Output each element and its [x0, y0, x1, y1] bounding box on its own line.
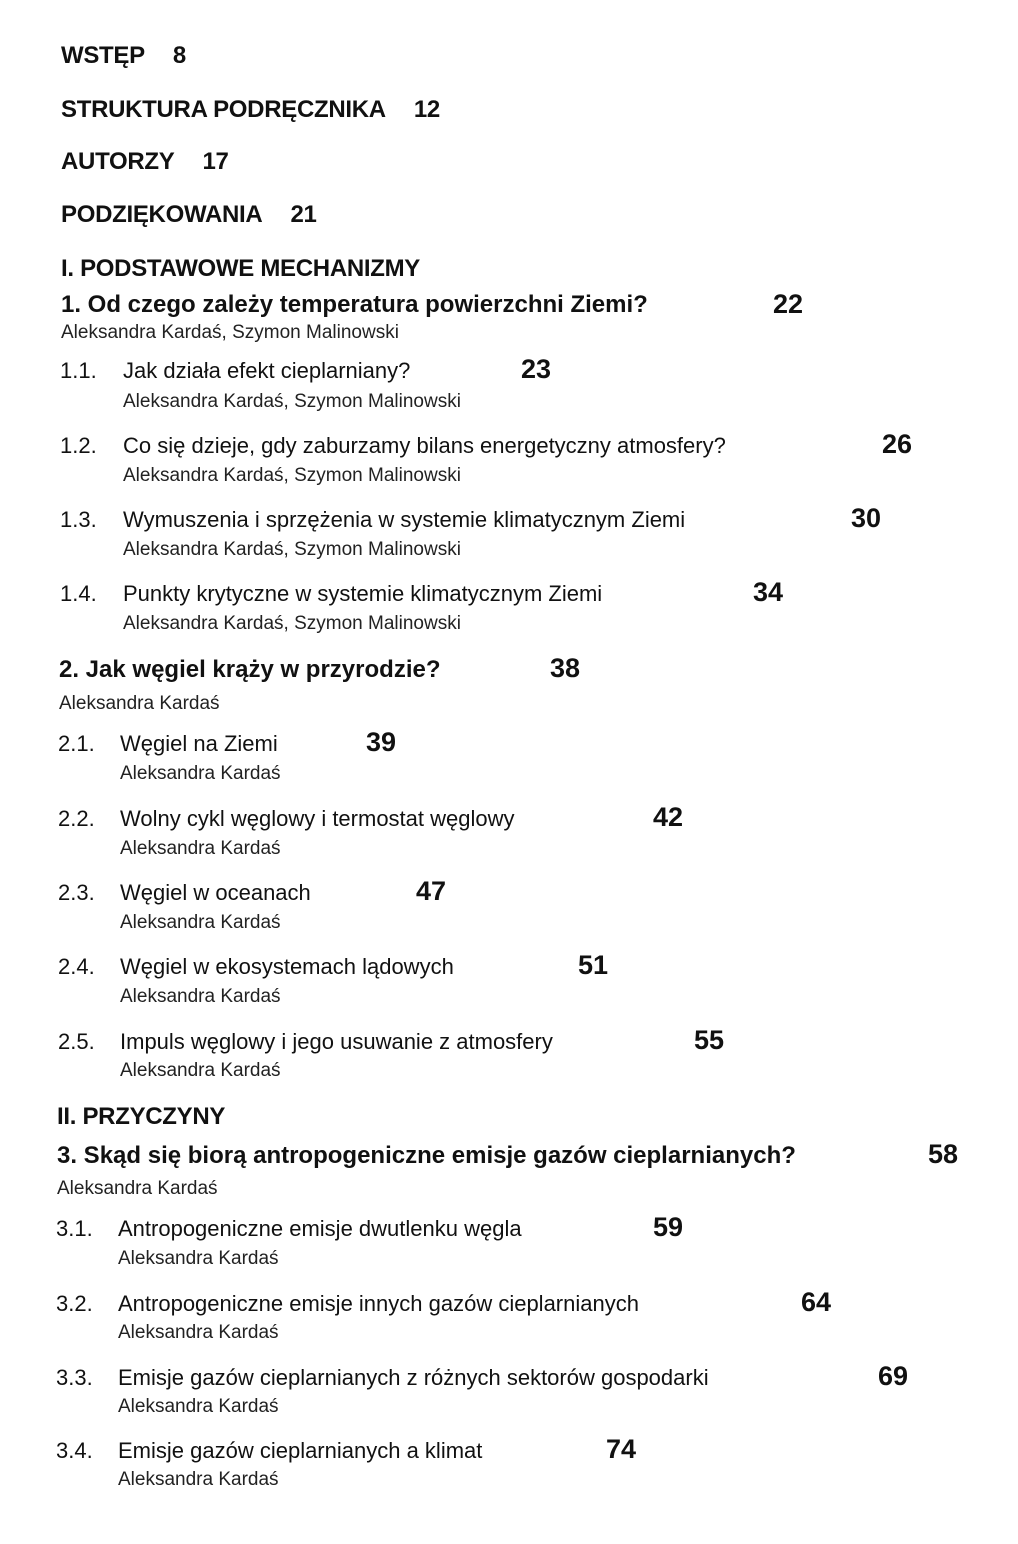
entry-title: AUTORZY — [61, 148, 175, 175]
chapter-page: 58 — [928, 1139, 959, 1169]
section-authors: Aleksandra Kardaś — [120, 912, 281, 933]
section-page: 59 — [653, 1212, 684, 1242]
section-authors: Aleksandra Kardaś — [120, 763, 281, 784]
chapter-page: 22 — [773, 289, 804, 319]
section-authors: Aleksandra Kardaś, Szymon Malinowski — [123, 539, 461, 560]
section-page: 30 — [851, 503, 882, 533]
section-page: 64 — [801, 1287, 832, 1317]
section-title: Emisje gazów cieplarnianych a klimat — [118, 1438, 483, 1463]
chapter-title: 3. Skąd się biorą antropogeniczne emisje gazów cieplarnianych? — [57, 1142, 796, 1169]
section-number: 1.4. — [60, 581, 97, 606]
chapter-authors: Aleksandra Kardaś, Szymon Malinowski — [61, 322, 399, 343]
part-heading: II. PRZYCZYNY — [57, 1103, 226, 1130]
section-authors: Aleksandra Kardaś, Szymon Malinowski — [123, 613, 461, 634]
entry-page: 17 — [202, 148, 229, 175]
section-title: Antropogeniczne emisje dwutlenku węgla — [118, 1216, 522, 1241]
toc-front-entry — [61, 201, 317, 229]
toc-front-entry — [61, 42, 186, 70]
chapter-page: 38 — [550, 653, 581, 683]
section-page: 26 — [882, 429, 913, 459]
entry-title: STRUKTURA PODRĘCZNIKA — [61, 96, 386, 123]
section-number: 1.2. — [60, 433, 97, 458]
part-heading: I. PODSTAWOWE MECHANIZMY — [61, 255, 421, 282]
section-number: 3.2. — [56, 1291, 93, 1316]
entry-page: 8 — [172, 42, 186, 69]
section-title: Wolny cykl węglowy i termostat węglowy — [120, 806, 515, 831]
section-title: Węgiel w ekosystemach lądowych — [120, 954, 454, 979]
section-authors: Aleksandra Kardaś — [120, 838, 281, 859]
section-authors: Aleksandra Kardaś — [118, 1469, 279, 1490]
section-page: 74 — [606, 1434, 637, 1464]
section-title: Co się dzieje, gdy zaburzamy bilans energetyczny atmosfery? — [123, 433, 726, 458]
section-title: Wymuszenia i sprzężenia w systemie klimatycznym Ziemi — [123, 507, 686, 532]
entry-title: WSTĘP — [61, 42, 145, 69]
toc-front-entry — [61, 96, 440, 124]
entry-title: PODZIĘKOWANIA — [61, 201, 263, 228]
section-title: Emisje gazów cieplarnianych z różnych sektorów gospodarki — [118, 1365, 709, 1390]
section-page: 23 — [521, 354, 552, 384]
section-number: 1.1. — [60, 358, 97, 383]
chapter-title: 2. Jak węgiel krąży w przyrodzie? — [59, 656, 441, 683]
section-number: 2.5. — [58, 1029, 95, 1054]
chapter-authors: Aleksandra Kardaś — [59, 693, 220, 714]
section-authors: Aleksandra Kardaś — [120, 986, 281, 1007]
section-authors: Aleksandra Kardaś, Szymon Malinowski — [123, 391, 461, 412]
section-number: 2.1. — [58, 731, 95, 756]
section-page: 39 — [366, 727, 397, 757]
section-title: Węgiel w oceanach — [120, 880, 311, 905]
section-authors: Aleksandra Kardaś, Szymon Malinowski — [123, 465, 461, 486]
toc-front-entry — [61, 148, 229, 176]
section-page: 55 — [694, 1025, 725, 1055]
section-authors: Aleksandra Kardaś — [118, 1322, 279, 1343]
section-number: 2.4. — [58, 954, 95, 979]
entry-page: 12 — [413, 96, 440, 123]
section-number: 1.3. — [60, 507, 97, 532]
section-title: Punkty krytyczne w systemie klimatycznym Ziemi — [123, 581, 603, 606]
section-page: 47 — [416, 876, 447, 906]
section-number: 3.3. — [56, 1365, 93, 1390]
section-title: Węgiel na Ziemi — [120, 731, 278, 756]
section-title: Antropogeniczne emisje innych gazów cieplarnianych — [118, 1291, 639, 1316]
chapter-authors: Aleksandra Kardaś — [57, 1178, 218, 1199]
section-authors: Aleksandra Kardaś — [118, 1396, 279, 1417]
section-authors: Aleksandra Kardaś — [120, 1060, 281, 1081]
section-title: Impuls węglowy i jego usuwanie z atmosfery — [120, 1029, 553, 1054]
section-page: 42 — [653, 802, 684, 832]
section-page: 34 — [753, 577, 784, 607]
section-title: Jak działa efekt cieplarniany? — [123, 358, 411, 383]
entry-page: 21 — [290, 201, 317, 228]
section-authors: Aleksandra Kardaś — [118, 1248, 279, 1269]
section-page: 69 — [878, 1361, 909, 1391]
section-number: 3.4. — [56, 1438, 93, 1463]
section-number: 3.1. — [56, 1216, 93, 1241]
section-number: 2.3. — [58, 880, 95, 905]
chapter-title: 1. Od czego zależy temperatura powierzchni Ziemi? — [61, 291, 648, 318]
section-page: 51 — [578, 950, 609, 980]
section-number: 2.2. — [58, 806, 95, 831]
